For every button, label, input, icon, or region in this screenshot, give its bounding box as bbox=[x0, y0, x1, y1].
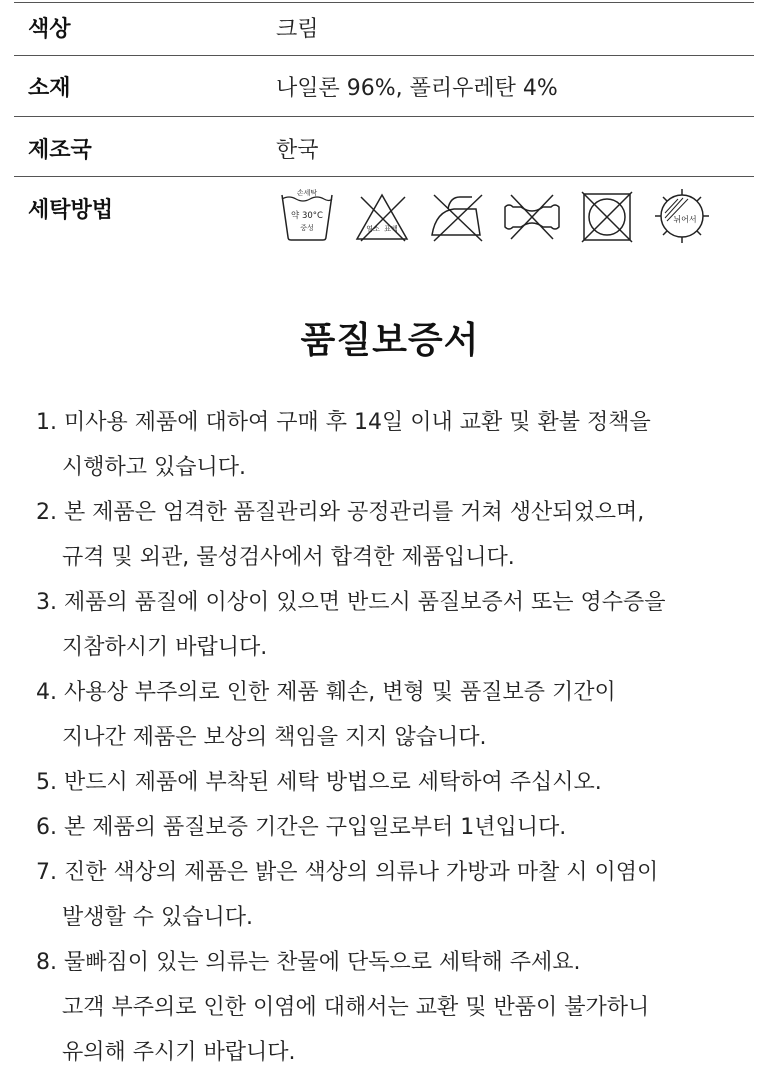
policy-item bbox=[36, 400, 766, 490]
no-tumble-dry-icon bbox=[576, 185, 638, 247]
no-bleach-left-text: 염소 bbox=[366, 225, 380, 233]
page-title: 품질보증서 bbox=[300, 320, 480, 361]
spec-label-washing: 세탁방법 bbox=[28, 198, 114, 223]
policy-item bbox=[36, 760, 766, 805]
policy-item-continuation: 유의해 주시기 바랍니다. bbox=[62, 1040, 296, 1065]
policy-item-text: 3. 제품의 품질에 이상이 있으면 반드시 품질보증서 또는 영수증을 bbox=[36, 590, 666, 615]
policy-item-continuation: 지나간 제품은 보상의 책임을 지지 않습니다. bbox=[62, 725, 487, 750]
care-icons bbox=[276, 185, 713, 247]
policy-item bbox=[36, 805, 766, 850]
no-iron-icon bbox=[426, 185, 488, 247]
policy-item-continuation: 지참하시기 바랍니다. bbox=[62, 635, 268, 660]
dry-flat-text: 뉘어서 bbox=[673, 215, 697, 224]
policy-item-continuation: 규격 및 외관, 물성검사에서 합격한 제품입니다. bbox=[62, 545, 515, 570]
policy-item-continuation: 고객 부주의로 인한 이염에 대해서는 교환 및 반품이 불가하니 bbox=[62, 995, 650, 1020]
no-bleach-right-text: 표백 bbox=[384, 225, 398, 233]
no-wring-icon bbox=[501, 185, 563, 247]
hand-wash-temp-text: 약 30°C bbox=[291, 211, 323, 221]
spec-label-color: 색상 bbox=[28, 17, 71, 42]
dry-flat-shade-icon bbox=[651, 185, 713, 247]
spec-row-material bbox=[14, 56, 754, 117]
policy-item-text: 7. 진한 색상의 제품은 밝은 색상의 의류나 가방과 마찰 시 이염이 bbox=[36, 860, 659, 885]
policy-item-text: 5. 반드시 제품에 부착된 세탁 방법으로 세탁하여 주십시오. bbox=[36, 770, 602, 795]
policy-item bbox=[36, 850, 766, 940]
spec-value-material: 나일론 96%, 폴리우레탄 4% bbox=[276, 76, 558, 101]
spec-row-color bbox=[14, 0, 754, 56]
policy-item-text: 8. 물빠짐이 있는 의류는 찬물에 단독으로 세탁해 주세요. bbox=[36, 950, 581, 975]
hand-wash-bottom-text: 중성 bbox=[300, 224, 314, 232]
policy-item bbox=[36, 670, 766, 760]
policy-item-text: 6. 본 제품의 품질보증 기간은 구입일로부터 1년입니다. bbox=[36, 815, 567, 840]
policy-item-text: 4. 사용상 부주의로 인한 제품 훼손, 변형 및 품질보증 기간이 bbox=[36, 680, 616, 705]
warranty-policy-list bbox=[36, 400, 766, 1075]
spec-label-origin: 제조국 bbox=[28, 138, 92, 163]
policy-item-continuation: 발생할 수 있습니다. bbox=[62, 905, 253, 930]
policy-item-continuation: 시행하고 있습니다. bbox=[62, 455, 247, 480]
spec-row-origin bbox=[14, 117, 754, 177]
hand-wash-icon bbox=[276, 185, 338, 247]
spec-table bbox=[14, 0, 754, 267]
policy-item bbox=[36, 940, 766, 1075]
spec-label-material: 소재 bbox=[28, 76, 71, 101]
hand-wash-top-text: 손세탁 bbox=[296, 189, 318, 197]
spec-row-washing bbox=[14, 177, 754, 267]
policy-item bbox=[36, 580, 766, 670]
policy-item bbox=[36, 490, 766, 580]
no-bleach-icon bbox=[351, 185, 413, 247]
policy-item-text: 1. 미사용 제품에 대하여 구매 후 14일 이내 교환 및 환불 정책을 bbox=[36, 410, 651, 435]
policy-item-text: 2. 본 제품은 엄격한 품질관리와 공정관리를 거쳐 생산되었으며, bbox=[36, 500, 645, 525]
spec-value-color: 크림 bbox=[276, 17, 319, 42]
spec-value-origin: 한국 bbox=[276, 138, 319, 163]
